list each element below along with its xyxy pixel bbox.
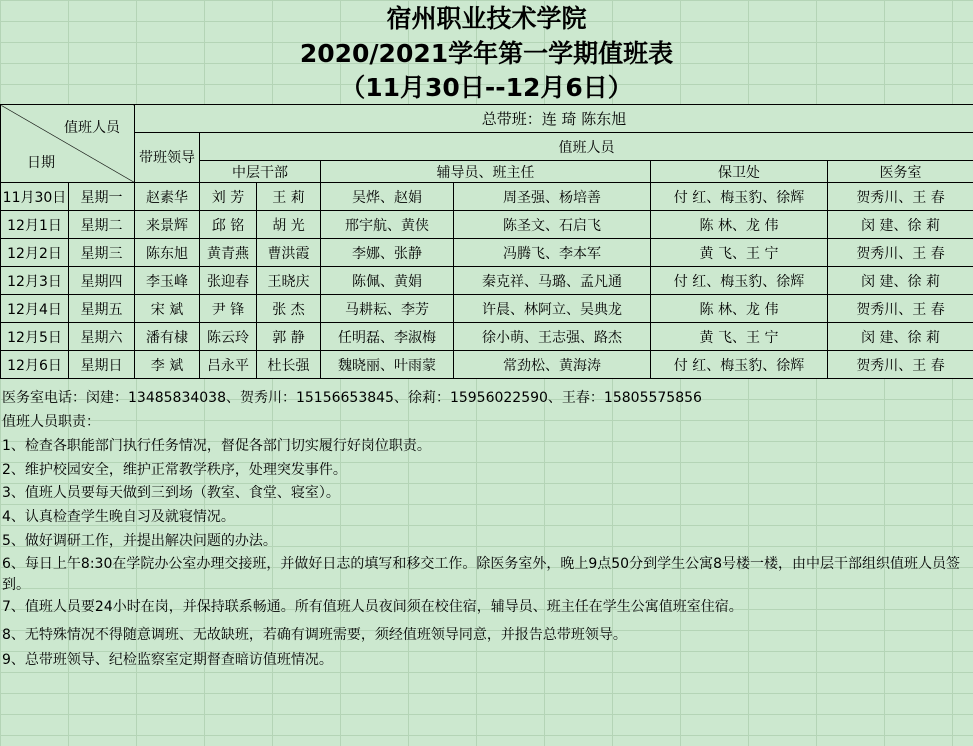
lead-cell: 李 斌 xyxy=(135,351,200,379)
lead-cell: 陈东旭 xyxy=(135,239,200,267)
date-cell: 11月30日 xyxy=(1,183,69,211)
counselor-cell-2: 周圣强、杨培善 xyxy=(454,183,651,211)
weekday-cell: 星期二 xyxy=(69,211,135,239)
counselor-cell-1: 邢宇航、黄侠 xyxy=(321,211,454,239)
security-cell: 陈 林、龙 伟 xyxy=(651,295,828,323)
staff-header: 值班人员 xyxy=(200,133,973,161)
diagonal-header-cell xyxy=(1,105,135,183)
table-row xyxy=(1,211,973,239)
counselor-cell-2: 秦克祥、马璐、孟凡通 xyxy=(454,267,651,295)
medical-cell: 闵 建、徐 莉 xyxy=(828,267,973,295)
date-cell: 12月4日 xyxy=(1,295,69,323)
duty-item: 6、每日上午8:30在学院办公室办理交接班，并做好日志的填写和移交工作。除医务室外，晚上9点50分到学生公寓8号楼一楼，由中层干部组织值班人员签到。 xyxy=(2,556,960,593)
medical-cell: 贺秀川、王 春 xyxy=(828,239,973,267)
weekday-cell: 星期日 xyxy=(69,351,135,379)
medical-cell: 闵 建、徐 莉 xyxy=(828,323,973,351)
mid-cell-2: 王 莉 xyxy=(257,183,321,211)
weekday-cell: 星期六 xyxy=(69,323,135,351)
counselor-cell-2: 许晨、林阿立、吴典龙 xyxy=(454,295,651,323)
duty-item: 7、值班人员要24小时在岗，并保持联系畅通。所有值班人员夜间须在校住宿，辅导员、班主任在学生公寓值班室住宿。 xyxy=(2,599,743,615)
mid-cell-1: 黄青燕 xyxy=(200,239,257,267)
table-row xyxy=(1,183,973,211)
date-cell: 12月2日 xyxy=(1,239,69,267)
counselor-header: 辅导员、班主任 xyxy=(321,161,651,183)
general-duty-cell: 总带班：连 琦 陈东旭 xyxy=(135,105,973,133)
security-cell: 付 红、梅玉豹、徐辉 xyxy=(651,267,828,295)
diag-label-date: 日期 xyxy=(27,155,55,171)
counselor-cell-2: 冯腾飞、李本军 xyxy=(454,239,651,267)
weekday-cell: 星期四 xyxy=(69,267,135,295)
mid-cell-1: 刘 芳 xyxy=(200,183,257,211)
counselor-cell-1: 李娜、张静 xyxy=(321,239,454,267)
lead-cell: 赵素华 xyxy=(135,183,200,211)
lead-cell: 潘有棣 xyxy=(135,323,200,351)
duty-item: 3、值班人员要每天做到三到场（教室、食堂、寝室）。 xyxy=(2,485,340,501)
weekday-cell: 星期五 xyxy=(69,295,135,323)
security-cell: 黄 飞、王 宁 xyxy=(651,323,828,351)
schedule-term: 2020/2021学年第一学期值班表 xyxy=(299,39,674,68)
counselor-cell-2: 常劲松、黄海涛 xyxy=(454,351,651,379)
duty-item: 1、检查各职能部门执行任务情况，督促各部门切实履行好岗位职责。 xyxy=(2,438,431,454)
duty-item: 9、总带班领导、纪检监察室定期督查暗访值班情况。 xyxy=(2,652,333,668)
mid-cell-2: 郭 静 xyxy=(257,323,321,351)
date-cell: 12月5日 xyxy=(1,323,69,351)
duty-item: 2、维护校园安全，维护正常教学秩序，处理突发事件。 xyxy=(2,462,347,478)
duty-table xyxy=(0,104,973,379)
table-row xyxy=(1,267,973,295)
date-range: （11月30日--12月6日） xyxy=(340,73,633,102)
duty-item: 5、做好调研工作，并提出解决问题的办法。 xyxy=(2,533,277,549)
table-row xyxy=(1,323,973,351)
medical-cell: 闵 建、徐 莉 xyxy=(828,211,973,239)
duties-title: 值班人员职责： xyxy=(2,414,100,430)
mid-cell-1: 吕永平 xyxy=(200,351,257,379)
lead-cell: 来景辉 xyxy=(135,211,200,239)
duty-item: 4、认真检查学生晚自习及就寝情况。 xyxy=(2,509,235,525)
lead-cell: 李玉峰 xyxy=(135,267,200,295)
date-cell: 12月3日 xyxy=(1,267,69,295)
medical-cell: 贺秀川、王 春 xyxy=(828,295,973,323)
counselor-cell-2: 陈圣文、石启飞 xyxy=(454,211,651,239)
table-row xyxy=(1,351,973,379)
medical-phone-line: 医务室电话：闵建：13485834038、贺秀川：15156653845、徐莉：15956022590、王春：15805575856 xyxy=(2,390,702,406)
medical-cell: 贺秀川、王 春 xyxy=(828,183,973,211)
security-header: 保卫处 xyxy=(651,161,828,183)
mid-cell-2: 曹洪霞 xyxy=(257,239,321,267)
duty-item: 8、无特殊情况不得随意调班、无故缺班，若确有调班需要，须经值班领导同意，并报告总带班领导。 xyxy=(2,627,627,643)
security-cell: 付 红、梅玉豹、徐辉 xyxy=(651,351,828,379)
counselor-cell-1: 魏晓丽、叶雨蒙 xyxy=(321,351,454,379)
weekday-cell: 星期三 xyxy=(69,239,135,267)
date-cell: 12月1日 xyxy=(1,211,69,239)
security-cell: 黄 飞、王 宁 xyxy=(651,239,828,267)
counselor-cell-1: 任明磊、李淑梅 xyxy=(321,323,454,351)
lead-cell: 宋 斌 xyxy=(135,295,200,323)
mid-cell-1: 陈云玲 xyxy=(200,323,257,351)
table-row xyxy=(1,239,973,267)
counselor-cell-1: 马耕耘、李芳 xyxy=(321,295,454,323)
medical-cell: 贺秀川、王 春 xyxy=(828,351,973,379)
security-cell: 付 红、梅玉豹、徐辉 xyxy=(651,183,828,211)
mid-cell-2: 杜长强 xyxy=(257,351,321,379)
lead-header: 带班领导 xyxy=(135,133,200,183)
middle-mgmt-header: 中层干部 xyxy=(200,161,321,183)
mid-cell-2: 王晓庆 xyxy=(257,267,321,295)
counselor-cell-1: 吴烨、赵娟 xyxy=(321,183,454,211)
mid-cell-2: 胡 光 xyxy=(257,211,321,239)
medical-header: 医务室 xyxy=(828,161,973,183)
weekday-cell: 星期一 xyxy=(69,183,135,211)
mid-cell-1: 尹 锋 xyxy=(200,295,257,323)
security-cell: 陈 林、龙 伟 xyxy=(651,211,828,239)
diag-label-staff: 值班人员 xyxy=(64,120,120,136)
counselor-cell-1: 陈佩、黄娟 xyxy=(321,267,454,295)
school-name: 宿州职业技术学院 xyxy=(386,4,587,33)
table-row xyxy=(1,295,973,323)
date-cell: 12月6日 xyxy=(1,351,69,379)
counselor-cell-2: 徐小萌、王志强、路杰 xyxy=(454,323,651,351)
mid-cell-2: 张 杰 xyxy=(257,295,321,323)
mid-cell-1: 张迎春 xyxy=(200,267,257,295)
mid-cell-1: 邱 铭 xyxy=(200,211,257,239)
